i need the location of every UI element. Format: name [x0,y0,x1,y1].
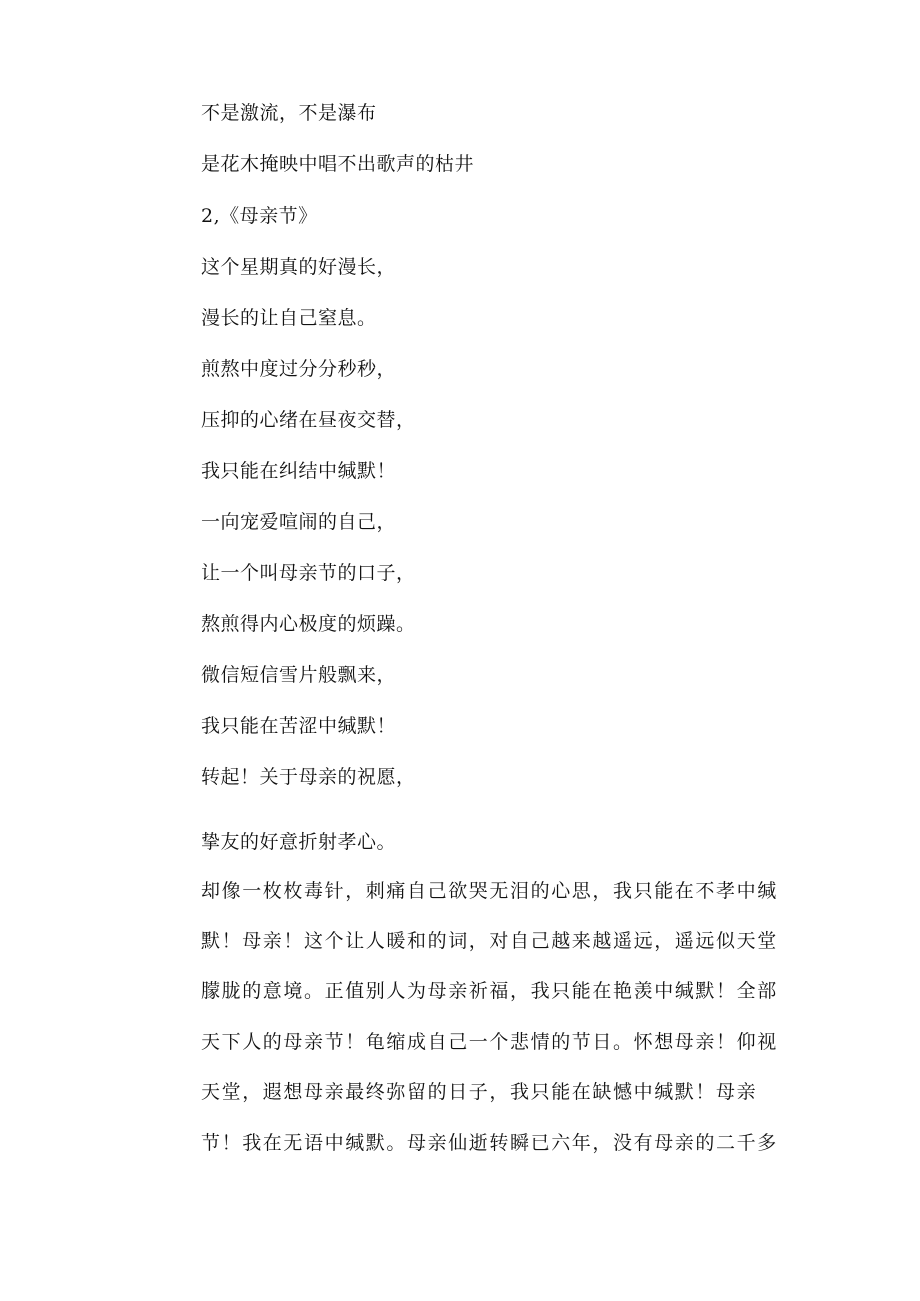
verse-line-4: 这个星期真的好漫长， [201,256,397,278]
paragraph-line-4: 天下人的母亲节！龟缩成自己一个悲情的节日。怀想母亲！仰视 [201,1031,778,1053]
paragraph-line-3: 朦胧的意境。正值别人为母亲祈福，我只能在艳羡中缄默！全部 [201,980,778,1002]
verse-line-15: 挚友的好意折射孝心。 [201,831,397,853]
paragraph-line-1: 却像一枚枚毒针，刺痛自己欲哭无泪的心思，我只能在不孝中缄 [201,880,778,902]
verse-line-12: 微信短信雪片般飘来， [201,664,397,686]
verse-line-13: 我只能在苦涩中缄默！ [201,715,397,737]
verse-line-10: 让一个叫母亲节的口子， [201,562,416,584]
paragraph-line-6: 节！我在无语中缄默。母亲仙逝转瞬已六年，没有母亲的二千多 [201,1132,778,1154]
paragraph-line-5: 天堂，遐想母亲最终弥留的日子，我只能在缺憾中缄默！母亲 [201,1081,758,1103]
paragraph-line-2: 默！母亲！这个让人暖和的词，对自己越来越遥远，遥远似天堂 [201,930,778,952]
verse-line-2: 是花木掩映中唱不出歌声的枯井 [201,153,475,175]
verse-line-9: 一向宠爱喧闹的自己， [201,511,397,533]
verse-line-14: 转起！关于母亲的祝愿， [201,766,416,788]
verse-line-7: 压抑的心绪在昼夜交替， [201,409,416,431]
verse-line-6: 煎熬中度过分分秒秒， [201,358,397,380]
section-heading: 2,《母亲节》 [201,205,318,227]
verse-line-8: 我只能在纠结中缄默！ [201,460,397,482]
verse-line-5: 漫长的让自己窒息。 [201,307,377,329]
verse-line-11: 熬煎得内心极度的烦躁。 [201,613,416,635]
verse-line-1: 不是激流，不是瀑布 [201,102,377,124]
